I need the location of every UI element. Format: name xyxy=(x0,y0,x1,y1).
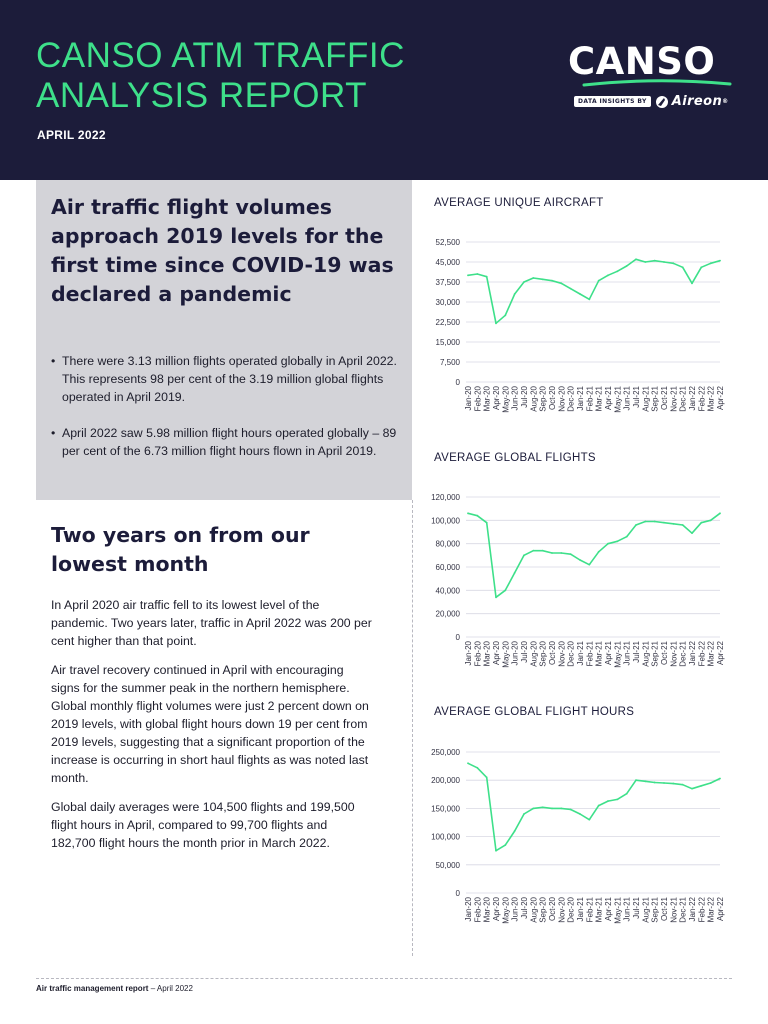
chart-data-point xyxy=(476,767,478,769)
chart-x-tick-label: Oct-21 xyxy=(660,386,669,411)
chart-data-point xyxy=(598,805,600,807)
chart-y-tick-label: 0 xyxy=(455,633,460,642)
logo-subtitle-brand: Aireon xyxy=(671,94,723,109)
chart-data-point xyxy=(523,813,525,815)
chart-x-tick-label: Apr-20 xyxy=(492,386,501,411)
chart-x-tick-label: Dec-21 xyxy=(678,641,688,667)
chart-y-tick-label: 50,000 xyxy=(435,860,460,870)
chart-y-tick-label: 0 xyxy=(455,378,460,387)
chart-data-point xyxy=(560,282,562,284)
chart-global-flights xyxy=(412,480,742,675)
chart-x-tick-label: Feb-20 xyxy=(473,386,483,412)
chart-data-point xyxy=(710,782,712,784)
chart-y-tick-label: 100,000 xyxy=(431,516,460,526)
chart-global-flight-hours xyxy=(412,735,742,935)
chart-y-tick-label: 80,000 xyxy=(435,539,460,549)
chart-x-tick-label: Apr-22 xyxy=(716,897,725,922)
canso-logo xyxy=(568,42,738,122)
chart-x-tick-label: Sep-20 xyxy=(538,641,548,667)
chart-x-tick-label: Nov-20 xyxy=(557,641,567,667)
chart-x-tick-label: Dec-20 xyxy=(566,897,576,923)
chart-x-tick-label: Feb-21 xyxy=(585,897,595,923)
chart-y-tick-label: 0 xyxy=(455,889,460,898)
chart-data-point xyxy=(476,515,478,517)
chart-data-point xyxy=(570,553,572,555)
chart-x-tick-label: Sep-20 xyxy=(538,386,548,412)
lead-bullet-list xyxy=(51,352,401,478)
chart-x-tick-label: Mar-20 xyxy=(482,897,492,923)
chart-x-tick-label: Mar-21 xyxy=(594,386,604,412)
chart-data-point xyxy=(486,776,488,778)
chart-y-tick-label: 30,000 xyxy=(435,298,460,307)
chart-x-tick-label: Sep-21 xyxy=(650,641,660,667)
chart-x-tick-label: Mar-21 xyxy=(594,641,604,667)
chart-data-point xyxy=(635,779,637,781)
chart-x-tick-label: Aug-21 xyxy=(641,386,651,412)
chart-x-tick-label: Jul-21 xyxy=(632,641,641,663)
chart-x-tick-label: Nov-21 xyxy=(669,641,679,667)
chart-x-tick-label: Feb-20 xyxy=(473,641,483,667)
chart-x-tick-label: Apr-22 xyxy=(716,386,725,411)
lead-bullet: • April 2022 saw 5.98 million flight hours operated globally – 89 per cent of the 6.73 million flight hours flown in April 2019. xyxy=(51,424,401,460)
chart-data-point xyxy=(551,552,553,554)
chart-y-tick-label: 200,000 xyxy=(431,776,460,786)
chart-x-tick-label: Feb-22 xyxy=(697,641,707,667)
chart-data-point xyxy=(710,519,712,521)
chart-y-tick-label: 250,000 xyxy=(431,748,460,757)
chart-data-point xyxy=(644,521,646,523)
chart-x-tick-label: May-20 xyxy=(501,641,511,668)
chart-x-tick-label: Dec-20 xyxy=(566,641,576,667)
chart-x-tick-label: Aug-21 xyxy=(641,897,651,923)
chart-data-point xyxy=(504,589,506,591)
page-footer xyxy=(36,984,193,993)
lead-bullet: • There were 3.13 million flights operated globally in April 2022. This represents 98 per cent of the 3.19 million global flights operated in April 2019. xyxy=(51,352,401,406)
chart-data-point xyxy=(467,274,469,276)
chart-data-point xyxy=(551,808,553,810)
footer-date: – April 2022 xyxy=(148,984,193,993)
chart-x-tick-label: Oct-20 xyxy=(548,386,557,411)
chart-y-tick-label: 15,000 xyxy=(435,338,460,347)
chart-x-tick-label: Jan-21 xyxy=(576,897,585,922)
chart-x-tick-label: Jun-20 xyxy=(510,641,520,666)
chart-data-point xyxy=(710,262,712,264)
chart-x-tick-label: Nov-21 xyxy=(669,386,679,412)
chart-data-point xyxy=(700,785,702,787)
chart-data-point xyxy=(719,778,721,780)
chart-x-tick-label: Mar-22 xyxy=(706,386,716,412)
chart-data-point xyxy=(635,524,637,526)
chart-data-point xyxy=(504,844,506,846)
chart-x-tick-label: Mar-22 xyxy=(706,897,716,923)
report-date: APRIL 2022 xyxy=(37,128,106,142)
chart-x-tick-label: Dec-20 xyxy=(566,386,576,412)
chart-x-tick-label: Jul-21 xyxy=(632,386,641,408)
body-paragraph: In April 2020 air traffic fell to its lowest level of the pandemic. Two years later, traffic in April 2022 was 200 per cent higher than that point. xyxy=(51,598,372,648)
chart-x-tick-label: Aug-20 xyxy=(529,641,539,667)
chart-series-line xyxy=(468,259,720,323)
chart-data-point xyxy=(523,554,525,556)
chart-x-tick-label: Apr-20 xyxy=(492,897,501,922)
chart-x-tick-label: Sep-21 xyxy=(650,897,660,923)
chart-x-tick-label: Oct-21 xyxy=(660,897,669,922)
chart-data-point xyxy=(598,551,600,553)
chart-data-point xyxy=(663,261,665,263)
chart-x-tick-label: Jun-21 xyxy=(622,897,632,922)
chart-data-point xyxy=(654,521,656,523)
chart-x-tick-label: Feb-21 xyxy=(585,386,595,412)
chart-data-point xyxy=(626,793,628,795)
chart-x-tick-label: Dec-21 xyxy=(678,897,688,923)
chart-x-tick-label: Apr-21 xyxy=(604,897,613,922)
section-body xyxy=(51,596,373,863)
chart-data-point xyxy=(654,260,656,262)
chart-x-tick-label: Jun-20 xyxy=(510,897,520,922)
chart-data-point xyxy=(607,274,609,276)
footer-divider xyxy=(36,978,732,979)
chart-x-tick-label: Apr-21 xyxy=(604,641,613,666)
chart-x-tick-label: Jan-20 xyxy=(464,641,473,666)
chart-x-tick-label: Feb-21 xyxy=(585,641,595,667)
chart-x-tick-label: Jan-20 xyxy=(464,386,473,411)
chart-series-line xyxy=(468,513,720,597)
chart-x-tick-label: May-20 xyxy=(501,386,511,413)
chart-x-tick-label: Apr-21 xyxy=(604,386,613,411)
chart-x-tick-label: Jan-22 xyxy=(688,386,697,411)
chart-x-tick-label: Mar-22 xyxy=(706,641,716,667)
chart-data-point xyxy=(579,813,581,815)
logo-wordmark: CANSO xyxy=(568,40,716,83)
chart-x-tick-label: Nov-21 xyxy=(669,897,679,923)
chart-data-point xyxy=(682,266,684,268)
chart-x-tick-label: Jan-21 xyxy=(576,386,585,411)
lead-headline: Air traffic flight volumes approach 2019 levels for the first time since COVID-19 was declared a pandemic xyxy=(51,195,394,306)
chart-unique-aircraft xyxy=(412,225,742,425)
chart-y-tick-label: 60,000 xyxy=(435,563,460,572)
chart-data-point xyxy=(579,559,581,561)
chart-x-tick-label: Dec-21 xyxy=(678,386,688,412)
body-paragraph: Global daily averages were 104,500 flights and 199,500 flight hours in April, compared to 99,700 flights and 182,700 flight hours the month prior in March 2022. xyxy=(51,800,355,850)
logo-swoosh-icon xyxy=(582,79,732,89)
chart-data-point xyxy=(467,512,469,514)
chart-data-point xyxy=(672,783,674,785)
chart-data-point xyxy=(495,322,497,324)
chart-x-tick-label: Nov-20 xyxy=(557,897,567,923)
chart-x-tick-label: Jan-21 xyxy=(576,641,585,666)
chart-x-tick-label: Oct-20 xyxy=(548,897,557,922)
chart-data-point xyxy=(691,282,693,284)
chart-data-point xyxy=(691,532,693,534)
logo-subtitle xyxy=(574,94,729,109)
chart-x-tick-label: Aug-20 xyxy=(529,386,539,412)
chart-y-tick-label: 45,000 xyxy=(435,258,460,267)
report-title xyxy=(36,36,405,116)
chart-data-point xyxy=(719,260,721,262)
chart-data-point xyxy=(700,266,702,268)
chart-data-point xyxy=(486,522,488,524)
chart-x-tick-label: Jul-20 xyxy=(520,386,529,408)
chart-x-tick-label: May-21 xyxy=(613,641,623,668)
chart-data-point xyxy=(570,288,572,290)
chart-x-tick-label: Jul-21 xyxy=(632,897,641,919)
chart-x-tick-label: May-20 xyxy=(501,897,511,924)
chart-data-point xyxy=(607,800,609,802)
chart-y-tick-label: 22,500 xyxy=(435,318,460,327)
chart-data-point xyxy=(523,281,525,283)
chart-title-global-flights: AVERAGE GLOBAL FLIGHTS xyxy=(434,452,596,464)
logo-subtitle-prefix: DATA INSIGHTS BY xyxy=(574,96,651,107)
chart-x-tick-label: Mar-21 xyxy=(594,897,604,923)
chart-x-tick-label: Jan-22 xyxy=(688,897,697,922)
chart-x-tick-label: Oct-21 xyxy=(660,641,669,666)
chart-x-tick-label: Sep-20 xyxy=(538,897,548,923)
chart-x-tick-label: Feb-22 xyxy=(697,897,707,923)
chart-data-point xyxy=(514,572,516,574)
chart-data-point xyxy=(588,298,590,300)
chart-data-point xyxy=(663,522,665,524)
aireon-mark-icon xyxy=(655,95,669,109)
chart-y-tick-label: 52,500 xyxy=(435,238,460,247)
chart-data-point xyxy=(598,280,600,282)
chart-data-point xyxy=(467,762,469,764)
section-title: Two years on from our lowest month xyxy=(51,523,310,576)
chart-data-point xyxy=(532,808,534,810)
chart-y-tick-label: 100,000 xyxy=(431,832,460,842)
chart-data-point xyxy=(588,564,590,566)
chart-x-tick-label: Oct-20 xyxy=(548,641,557,666)
chart-x-tick-label: Aug-21 xyxy=(641,641,651,667)
chart-x-tick-label: Jul-20 xyxy=(520,897,529,919)
chart-data-point xyxy=(532,550,534,552)
chart-data-point xyxy=(672,523,674,525)
chart-x-tick-label: Mar-20 xyxy=(482,641,492,667)
chart-x-tick-label: Jan-20 xyxy=(464,897,473,922)
chart-data-point xyxy=(486,276,488,278)
chart-data-point xyxy=(644,261,646,263)
chart-x-tick-label: Mar-20 xyxy=(482,386,492,412)
chart-data-point xyxy=(495,596,497,598)
chart-data-point xyxy=(542,806,544,808)
report-title-line-2: ANALYSIS REPORT xyxy=(36,76,368,115)
chart-data-point xyxy=(532,277,534,279)
chart-y-tick-label: 7,500 xyxy=(439,358,460,367)
chart-y-tick-label: 20,000 xyxy=(435,609,460,619)
chart-data-point xyxy=(616,540,618,542)
chart-x-tick-label: Jun-21 xyxy=(622,641,632,666)
chart-title-unique-aircraft: AVERAGE UNIQUE AIRCRAFT xyxy=(434,197,604,209)
chart-data-point xyxy=(542,550,544,552)
chart-x-tick-label: May-21 xyxy=(613,386,623,413)
chart-data-point xyxy=(514,293,516,295)
chart-x-tick-label: Aug-20 xyxy=(529,897,539,923)
chart-series-line xyxy=(468,763,720,850)
footer-title: Air traffic management report xyxy=(36,984,149,993)
chart-data-point xyxy=(672,262,674,264)
chart-data-point xyxy=(626,536,628,538)
chart-x-tick-label: May-21 xyxy=(613,897,623,924)
chart-data-point xyxy=(551,280,553,282)
logo-trademark: ® xyxy=(722,98,729,105)
chart-data-point xyxy=(635,258,637,260)
chart-data-point xyxy=(579,293,581,295)
chart-data-point xyxy=(588,819,590,821)
chart-data-point xyxy=(616,270,618,272)
chart-data-point xyxy=(663,782,665,784)
chart-data-point xyxy=(560,552,562,554)
chart-data-point xyxy=(514,830,516,832)
chart-data-point xyxy=(495,850,497,852)
chart-y-tick-label: 40,000 xyxy=(435,586,460,596)
chart-data-point xyxy=(504,314,506,316)
chart-data-point xyxy=(570,809,572,811)
chart-x-tick-label: Jan-22 xyxy=(688,641,697,666)
chart-x-tick-label: Feb-22 xyxy=(697,386,707,412)
chart-data-point xyxy=(654,782,656,784)
chart-data-point xyxy=(476,273,478,275)
chart-x-tick-label: Jul-20 xyxy=(520,641,529,663)
chart-x-tick-label: Feb-20 xyxy=(473,897,483,923)
chart-data-point xyxy=(691,788,693,790)
chart-x-tick-label: Jun-21 xyxy=(622,386,632,411)
chart-x-tick-label: Jun-20 xyxy=(510,386,520,411)
report-title-line-1: CANSO ATM TRAFFIC xyxy=(36,36,405,75)
chart-data-point xyxy=(542,278,544,280)
chart-data-point xyxy=(644,780,646,782)
chart-data-point xyxy=(682,524,684,526)
chart-x-tick-label: Nov-20 xyxy=(557,386,567,412)
chart-y-tick-label: 120,000 xyxy=(431,493,460,502)
lead-panel xyxy=(36,180,412,500)
chart-title-global-flight-hours: AVERAGE GLOBAL FLIGHT HOURS xyxy=(434,706,635,718)
chart-data-point xyxy=(719,512,721,514)
chart-data-point xyxy=(607,543,609,545)
chart-data-point xyxy=(616,798,618,800)
chart-y-tick-label: 37,500 xyxy=(435,278,460,287)
report-header xyxy=(0,0,768,180)
chart-x-tick-label: Apr-20 xyxy=(492,641,501,666)
chart-data-point xyxy=(560,808,562,810)
chart-x-tick-label: Sep-21 xyxy=(650,386,660,412)
chart-data-point xyxy=(682,784,684,786)
chart-x-tick-label: Apr-22 xyxy=(716,641,725,666)
body-paragraph: Air travel recovery continued in April with encouraging signs for the summer peak in the northern hemisphere. Global monthly flight volumes were just 2 percent down on 2019 levels, with global flight hours down 19 per cent from 2019 levels, suggesting that a significant proportion of the increase is occurring in short haul flights as was noted last month. xyxy=(51,663,369,785)
chart-data-point xyxy=(626,265,628,267)
chart-y-tick-label: 150,000 xyxy=(431,804,460,814)
chart-data-point xyxy=(700,522,702,524)
